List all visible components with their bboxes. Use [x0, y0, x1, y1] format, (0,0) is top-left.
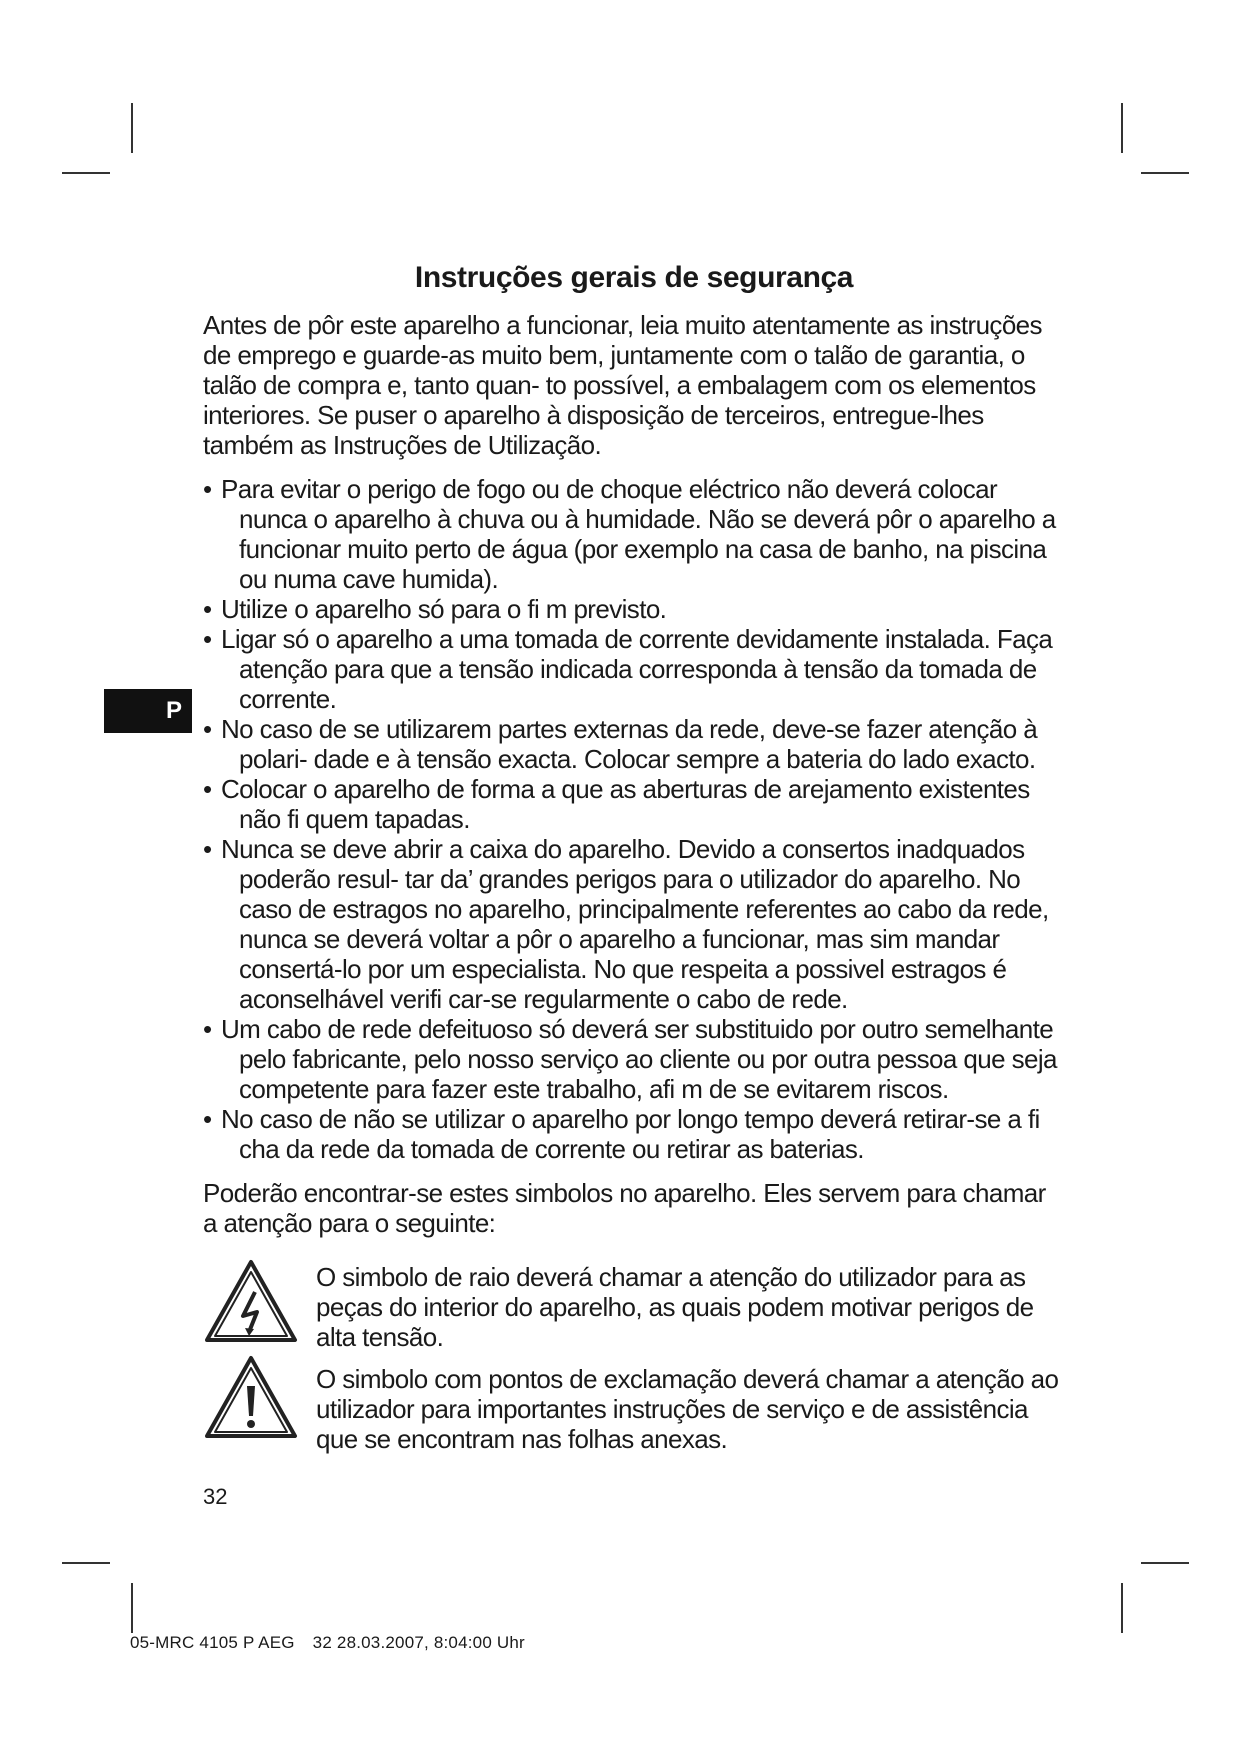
symbol-row-lightning — [203, 1262, 1065, 1352]
symbols-intro-paragraph: Poderão encontrar-se estes simbolos no aparelho. Eles servem para chamar a atenção para o seguinte: — [203, 1178, 1046, 1238]
lightning-symbol-text: O simbolo de raio deverá chamar a atenção do utilizador para as peças do interior do aparelho, as quais podem motivar perigos de alta tensão. — [316, 1262, 1034, 1352]
crop-mark-bottom-left-horizontal — [62, 1562, 110, 1564]
list-item: • Nunca se deve abrir a caixa do aparelho. Devido a consertos inadquados poderão resul- tar da’ grandes perigos para o utilizador do aparelho. No caso de estragos no aparelho, principalmente referentes ao cabo da rede, nunca se deverá voltar a pôr o aparelho a funcionar, mas sim mandar consertá-lo por um especialista. No que respeita a possivel estragos é aconselhável verifi car-se regularmente o cabo de rede. — [203, 834, 1065, 1014]
footer-timestamp: 28.03.2007, 8:04:00 Uhr — [336, 1633, 525, 1652]
page-title: Instruções gerais de segurança — [414, 261, 854, 294]
crop-mark-top-right-vertical — [1121, 103, 1123, 153]
safety-instructions — [203, 258, 1065, 1454]
list-item: • No caso de não se utilizar o aparelho por longo tempo deverá retirar-se a fi cha da rede da tomada de corrente ou retirar as baterias. — [203, 1104, 1065, 1164]
crop-mark-top-right-horizontal — [1141, 172, 1189, 174]
exclamation-symbol-text: O simbolo com pontos de exclamação deverá chamar a atenção ao utilizador para importantes instruções de serviço e de assistência que se encontram nas folhas anexas. — [316, 1364, 1059, 1454]
intro-paragraph: Antes de pôr este aparelho a funcionar, leia muito atentamente as instruções de emprego e guarde-as muito bem, juntamente com o talão de garantia, o talão de compra e, tanto quan- to possível, a embalagem com os elementos interiores. Se puser o aparelho à disposição de terceiros, entregue-lhes também as Instruções de Utilização. — [203, 310, 1042, 460]
exclamation-warning-icon — [203, 1354, 299, 1440]
list-item: • Ligar só o aparelho a uma tomada de corrente devidamente instalada. Faça atenção para que a tensão indicada corresponda à tensão da tomada de corrente. — [203, 624, 1065, 714]
list-item: • Um cabo de rede defeituoso só deverá ser substituido por outro semelhante pelo fabricante, pelo nosso serviço ao cliente ou por outra pessoa que seja competente para fazer este trabalho, afi m de se evitarem riscos. — [203, 1014, 1065, 1104]
list-item: • Colocar o aparelho de forma a que as aberturas de arejamento existentes não fi quem tapadas. — [203, 774, 1065, 834]
footer-page: 32 — [312, 1633, 332, 1652]
list-item: • Utilize o aparelho só para o fi m previsto. — [203, 594, 1065, 624]
language-tab-label: P — [165, 697, 182, 724]
lightning-warning-icon — [203, 1258, 299, 1344]
language-tab — [104, 689, 192, 733]
print-footer — [130, 1632, 525, 1654]
symbol-row-exclamation — [203, 1364, 1065, 1454]
page-number: 32 — [203, 1484, 228, 1509]
footer-file: 05-MRC 4105 P AEG — [130, 1633, 295, 1652]
crop-mark-top-left-vertical — [131, 103, 133, 153]
crop-mark-bottom-right-vertical — [1121, 1583, 1123, 1633]
safety-list — [203, 474, 1065, 1164]
crop-mark-top-left-horizontal — [62, 172, 110, 174]
crop-mark-bottom-right-horizontal — [1141, 1562, 1189, 1564]
list-item: • Para evitar o perigo de fogo ou de choque eléctrico não deverá colocar nunca o aparelho à chuva ou à humidade. Não se deverá pôr o aparelho a funcionar muito perto de água (por exemplo na casa de banho, na piscina ou numa cave humida). — [203, 474, 1065, 594]
crop-mark-bottom-left-vertical — [131, 1583, 133, 1633]
list-item: • No caso de se utilizarem partes externas da rede, deve-se fazer atenção à polari- dade e à tensão exacta. Colocar sempre a bateria do lado exacto. — [203, 714, 1065, 774]
